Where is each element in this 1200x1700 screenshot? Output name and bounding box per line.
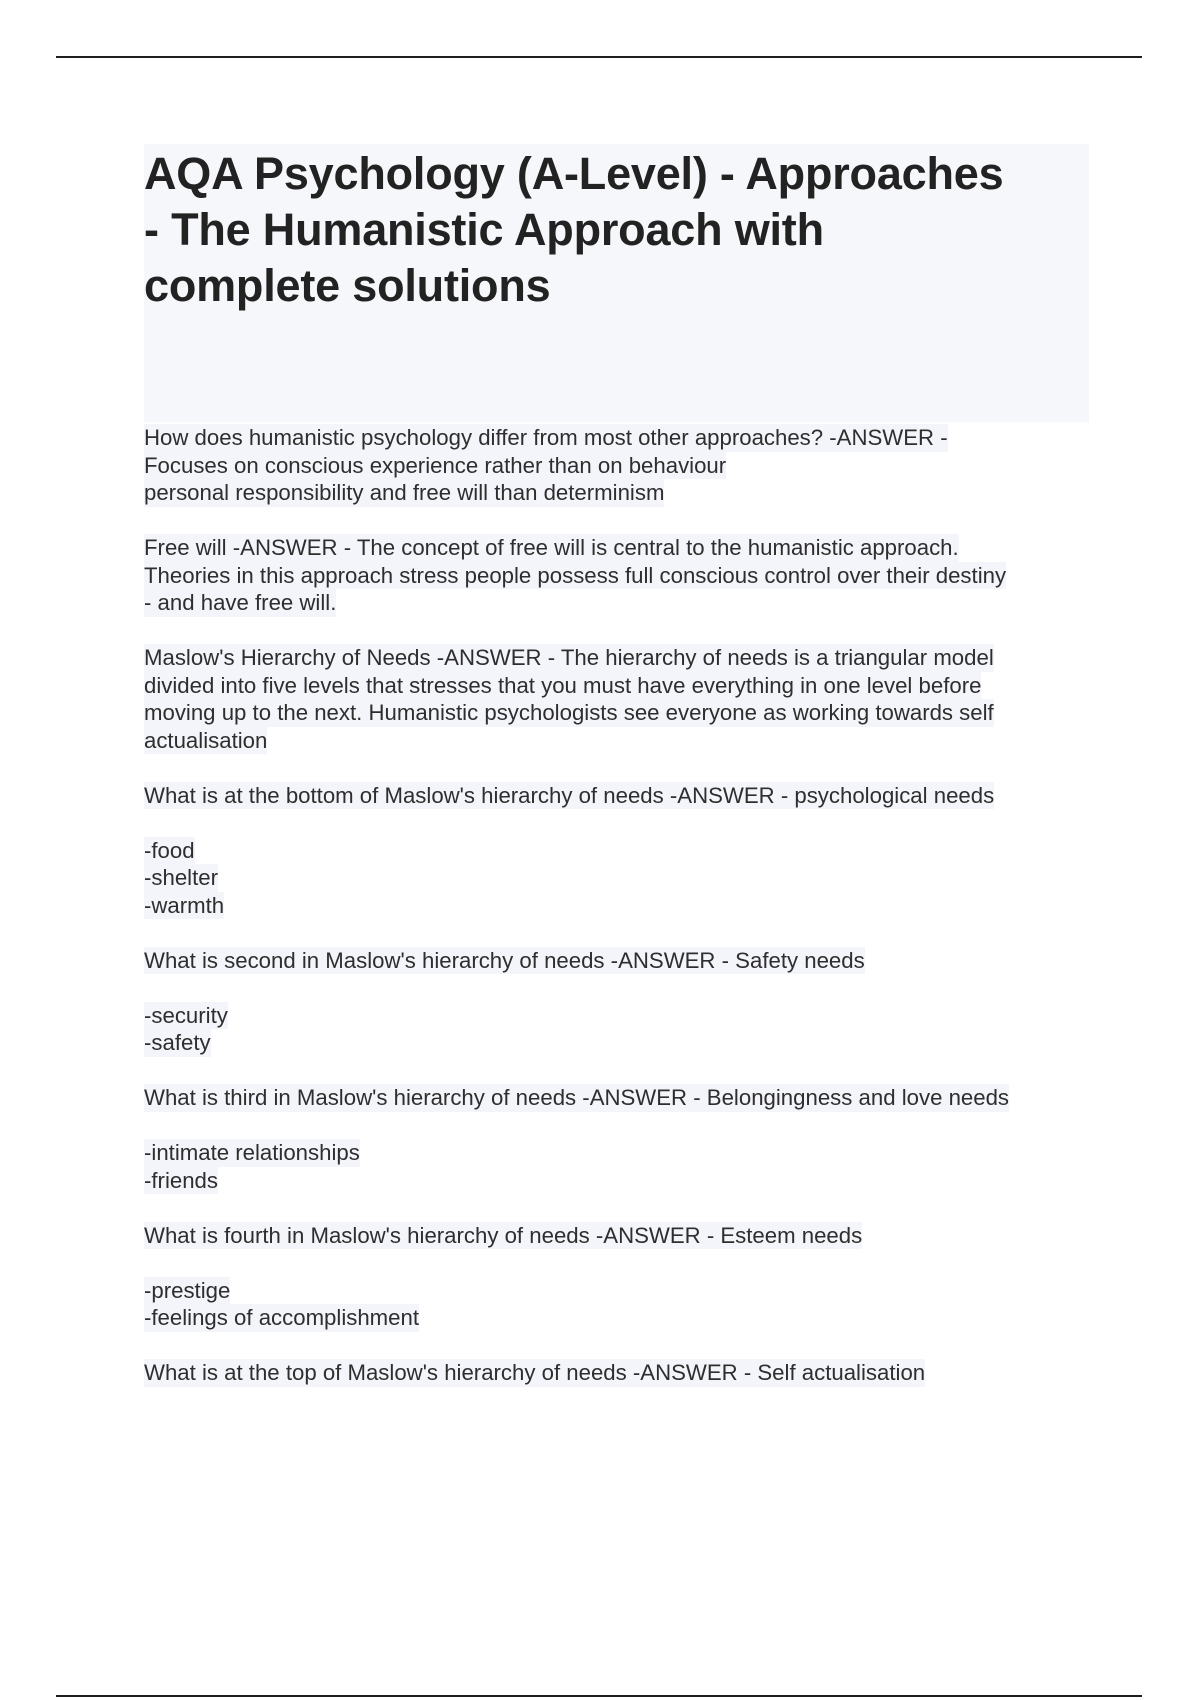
title-line: complete solutions [144,260,551,311]
qa-item-humanistic-differences [144,424,1089,507]
document-body [144,424,1089,1414]
qa-item-third-level [144,1084,1089,1112]
list-item: -intimate relationships [144,1140,360,1165]
qa-item-fourth-level [144,1222,1089,1250]
text-line: actualisation [144,727,268,753]
list-item: -warmth [144,892,225,918]
qa-item-bottom-level [144,782,1089,810]
list-item: -security [144,1002,228,1028]
text-line: What is at the top of Maslow's hierarchy of needs -ANSWER - Self actualisation [144,1360,926,1385]
qa-item-maslow-hierarchy [144,644,1089,754]
list-item: -friends [144,1167,218,1193]
list-item: -feelings of accomplishment [144,1305,420,1330]
list-item: -shelter [144,865,218,890]
text-line: - and have free will. [144,590,337,615]
text-line: What is third in Maslow's hierarchy of needs -ANSWER - Belongingness and love needs [144,1085,1010,1110]
page-title [144,144,1089,314]
title-line: - The Humanistic Approach with [144,204,824,255]
bottom-rule [56,1695,1142,1697]
text-line: Free will -ANSWER - The concept of free will is central to the humanistic approach. [144,535,959,560]
text-line: What is fourth in Maslow's hierarchy of needs -ANSWER - Esteem needs [144,1222,863,1248]
qa-item-free-will [144,534,1089,617]
text-line: How does humanistic psychology differ from most other approaches? -ANSWER - [144,425,948,450]
text-line: moving up to the next. Humanistic psychologists see everyone as working towards self [144,700,994,725]
text-line: personal responsibility and free will than determinism [144,480,665,505]
text-line: Theories in this approach stress people possess full conscious control over their destiny [144,562,1007,588]
list-item: -safety [144,1030,211,1055]
needs-list-belonging [144,1139,1089,1194]
text-line: What is at the bottom of Maslow's hierarchy of needs -ANSWER - psychological needs [144,782,995,808]
title-block [144,144,1089,422]
qa-item-top-level [144,1359,1089,1387]
text-line: Focuses on conscious experience rather than on behaviour [144,452,727,478]
list-item: -prestige [144,1277,231,1303]
needs-list-esteem [144,1277,1089,1332]
text-line: What is second in Maslow's hierarchy of needs -ANSWER - Safety needs [144,947,865,973]
list-item: -food [144,837,195,863]
text-line: divided into five levels that stresses that you must have everything in one level before [144,672,982,698]
title-line: AQA Psychology (A-Level) - Approaches [144,148,1004,199]
text-line: Maslow's Hierarchy of Needs -ANSWER - The hierarchy of needs is a triangular model [144,645,994,670]
needs-list-safety [144,1002,1089,1057]
top-rule [56,56,1142,58]
qa-item-second-level [144,947,1089,975]
needs-list-physiological [144,837,1089,920]
